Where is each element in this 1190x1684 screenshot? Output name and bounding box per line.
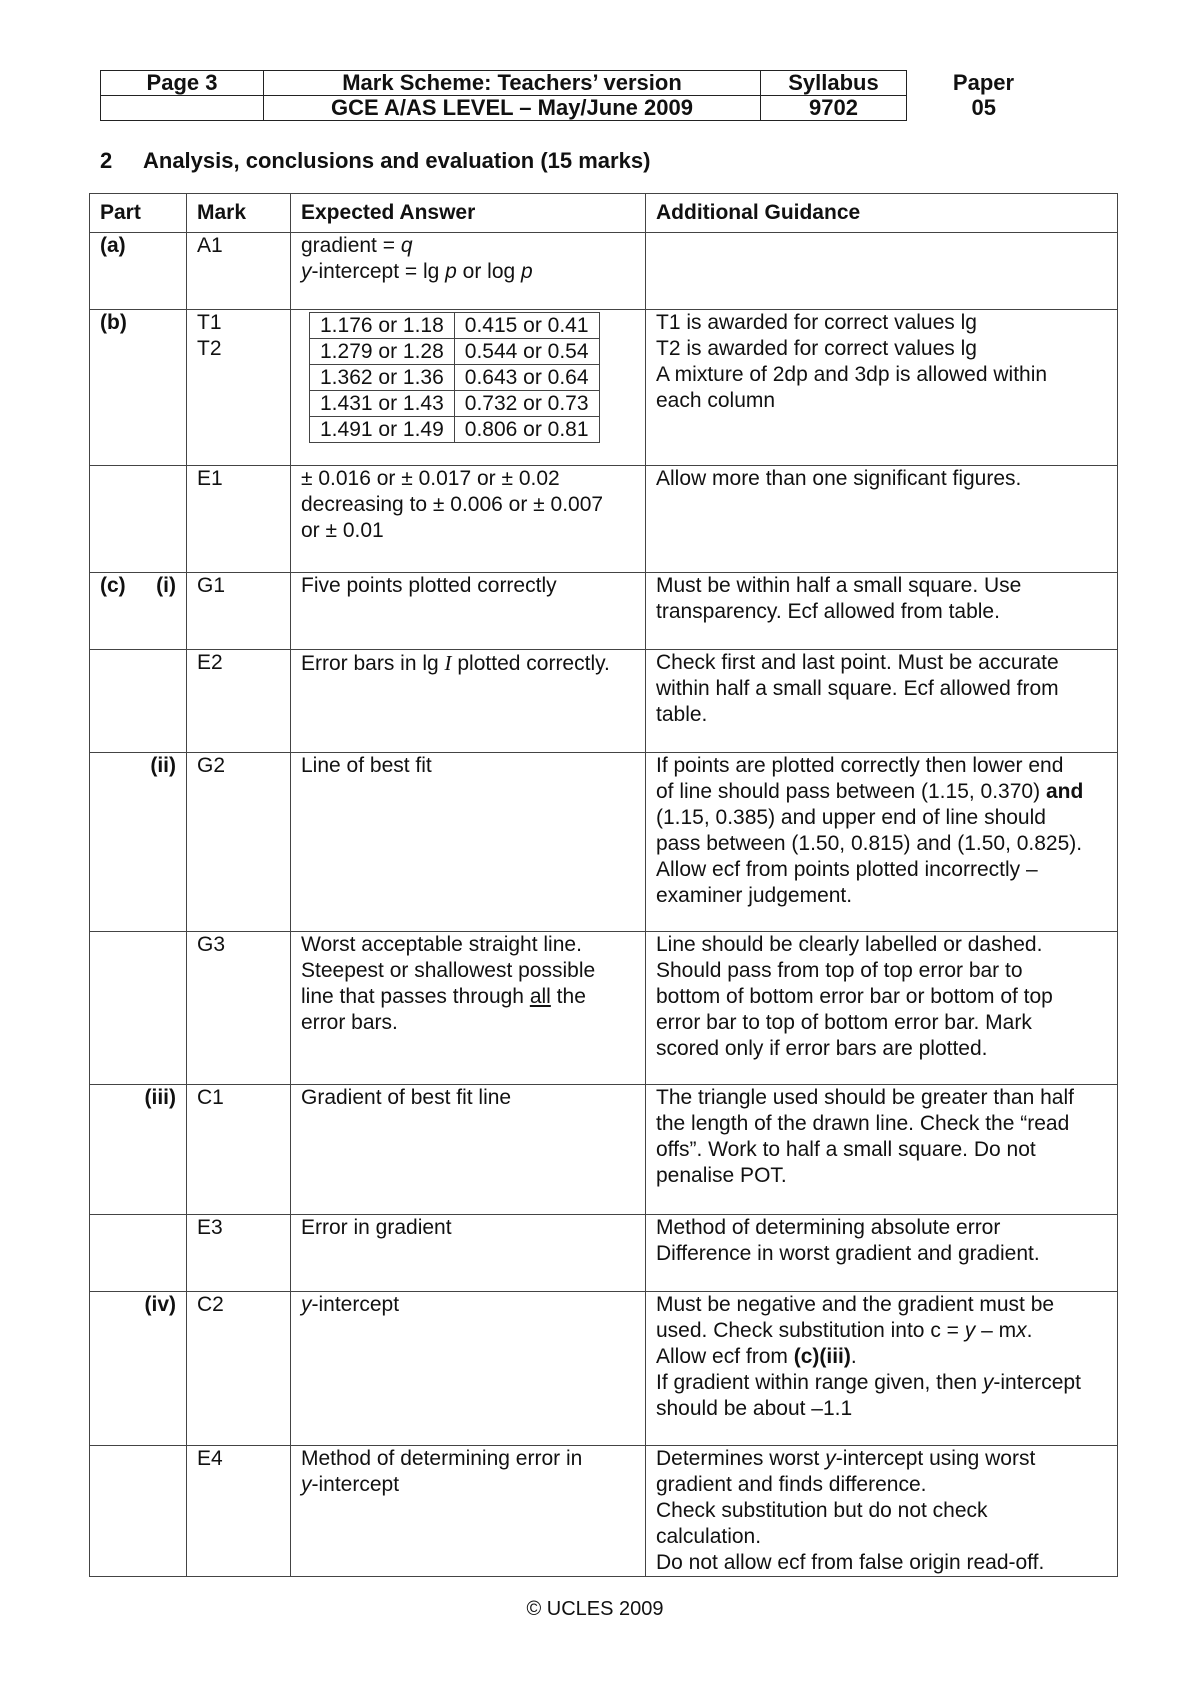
- section-heading: [100, 148, 650, 174]
- part-label: [90, 932, 187, 1085]
- additional-guidance: Check first and last point. Must be accurate within half a small square. Ecf allowed from table.: [646, 650, 1118, 753]
- paper-code: 05: [971, 95, 996, 120]
- mark-code: E4: [187, 1446, 291, 1577]
- table-row: [90, 1215, 1118, 1292]
- part-label: (ii): [90, 753, 187, 932]
- additional-guidance: Allow more than one significant figures.: [646, 466, 1118, 573]
- part-label: (iv): [90, 1292, 187, 1446]
- table-row: [90, 466, 1118, 573]
- column-header-expected: Expected Answer: [291, 194, 646, 233]
- column-header-part: Part: [90, 194, 187, 233]
- lg-values-table: 1.176 or 1.18 0.415 or 0.41 1.279 or 1.28 0.544 or 0.54 1.362 or 1.36 0.643 or 0.64 1.431 or 1.43 0.732 or 0.73 1.491 or 1.49 0.806 or 0.81: [309, 312, 600, 443]
- expected-answer: Five points plotted correctly: [291, 573, 646, 650]
- mark-code: T1 T2: [187, 310, 291, 466]
- part-label: (c) (i): [90, 573, 187, 650]
- additional-guidance: Must be within half a small square. Use transparency. Ecf allowed from table.: [646, 573, 1118, 650]
- mark-code: A1: [187, 233, 291, 310]
- expected-answer: y-intercept: [291, 1292, 646, 1446]
- mark-code: E3: [187, 1215, 291, 1292]
- mark-code: G2: [187, 753, 291, 932]
- table-row: [90, 310, 1118, 466]
- mark-scheme-table: [89, 193, 1118, 1577]
- exam-session: GCE A/AS LEVEL – May/June 2009: [264, 96, 761, 121]
- syllabus-code: 9702: [761, 96, 907, 121]
- part-label: [90, 1446, 187, 1577]
- part-label: (b): [90, 310, 187, 466]
- part-label: [90, 650, 187, 753]
- table-row: [90, 1292, 1118, 1446]
- expected-answer: Line of best fit: [291, 753, 646, 932]
- header-empty-cell: [101, 96, 264, 121]
- table-row: [90, 573, 1118, 650]
- additional-guidance: Determines worst y-intercept using worst gradient and finds difference. Check substitution but do not check calculation. Do not allow ecf from false origin read-off.: [646, 1446, 1118, 1577]
- table-row: [90, 932, 1118, 1085]
- expected-answer: ± 0.016 or ± 0.017 or ± 0.02 decreasing to ± 0.006 or ± 0.007 or ± 0.01: [291, 466, 646, 573]
- table-row: [90, 1446, 1118, 1577]
- table-row: [90, 650, 1118, 753]
- mark-code: C2: [187, 1292, 291, 1446]
- document-title: Mark Scheme: Teachers’ version: [264, 71, 761, 96]
- mark-code: C1: [187, 1085, 291, 1215]
- paper-label: Paper: [952, 70, 1015, 95]
- part-label: [90, 466, 187, 573]
- additional-guidance: [646, 233, 1118, 310]
- part-label: [90, 1215, 187, 1292]
- additional-guidance: The triangle used should be greater than half the length of the drawn line. Check the “read offs”. Work to half a small square. Do not penalise POT.: [646, 1085, 1118, 1215]
- part-label: (a): [90, 233, 187, 310]
- header-table: [100, 70, 1061, 121]
- mark-code: E1: [187, 466, 291, 573]
- additional-guidance: Method of determining absolute error Difference in worst gradient and gradient.: [646, 1215, 1118, 1292]
- copyright-footer: © UCLES 2009: [526, 1598, 664, 1620]
- additional-guidance: If points are plotted correctly then lower end of line should pass between (1.15, 0.370) and (1.15, 0.385) and upper end of line should pass between (1.50, 0.815) and (1.50, 0.825). Allow ecf from points plotted incorrectly – examiner judgement.: [646, 753, 1118, 932]
- mark-code: G3: [187, 932, 291, 1085]
- section-number: 2: [100, 148, 113, 173]
- mark-code: G1: [187, 573, 291, 650]
- table-header-row: [90, 194, 1118, 233]
- expected-answer: Method of determining error in y-intercept: [291, 1446, 646, 1577]
- expected-answer: Gradient of best fit line: [291, 1085, 646, 1215]
- table-row: [90, 233, 1118, 310]
- additional-guidance: Line should be clearly labelled or dashed. Should pass from top of top error bar to bottom of bottom error bar or bottom of top error bar to top of bottom error bar. Mark scored only if error bars are plotted.: [646, 932, 1118, 1085]
- table-row: [90, 1085, 1118, 1215]
- column-header-mark: Mark: [187, 194, 291, 233]
- expected-answer: Error in gradient: [291, 1215, 646, 1292]
- expected-answer: Worst acceptable straight line. Steepest or shallowest possible line that passes through all the error bars.: [291, 932, 646, 1085]
- additional-guidance: Must be negative and the gradient must be used. Check substitution into c = y – mx. Allow ecf from (c)(iii). If gradient within range given, then y-intercept should be about –1.1: [646, 1292, 1118, 1446]
- additional-guidance: T1 is awarded for correct values lg T2 is awarded for correct values lg A mixture of 2dp and 3dp is allowed within each column: [646, 310, 1118, 466]
- expected-answer: Error bars in lg I plotted correctly.: [291, 650, 646, 753]
- column-header-guidance: Additional Guidance: [646, 194, 1118, 233]
- expected-answer: [291, 310, 646, 466]
- syllabus-label: Syllabus: [761, 71, 907, 96]
- table-row: [90, 753, 1118, 932]
- part-label: (iii): [90, 1085, 187, 1215]
- page-number: Page 3: [101, 71, 264, 96]
- mark-code: E2: [187, 650, 291, 753]
- expected-answer: gradient = q y-intercept = lg p or log p: [291, 233, 646, 310]
- section-title: Analysis, conclusions and evaluation (15 marks): [143, 148, 651, 173]
